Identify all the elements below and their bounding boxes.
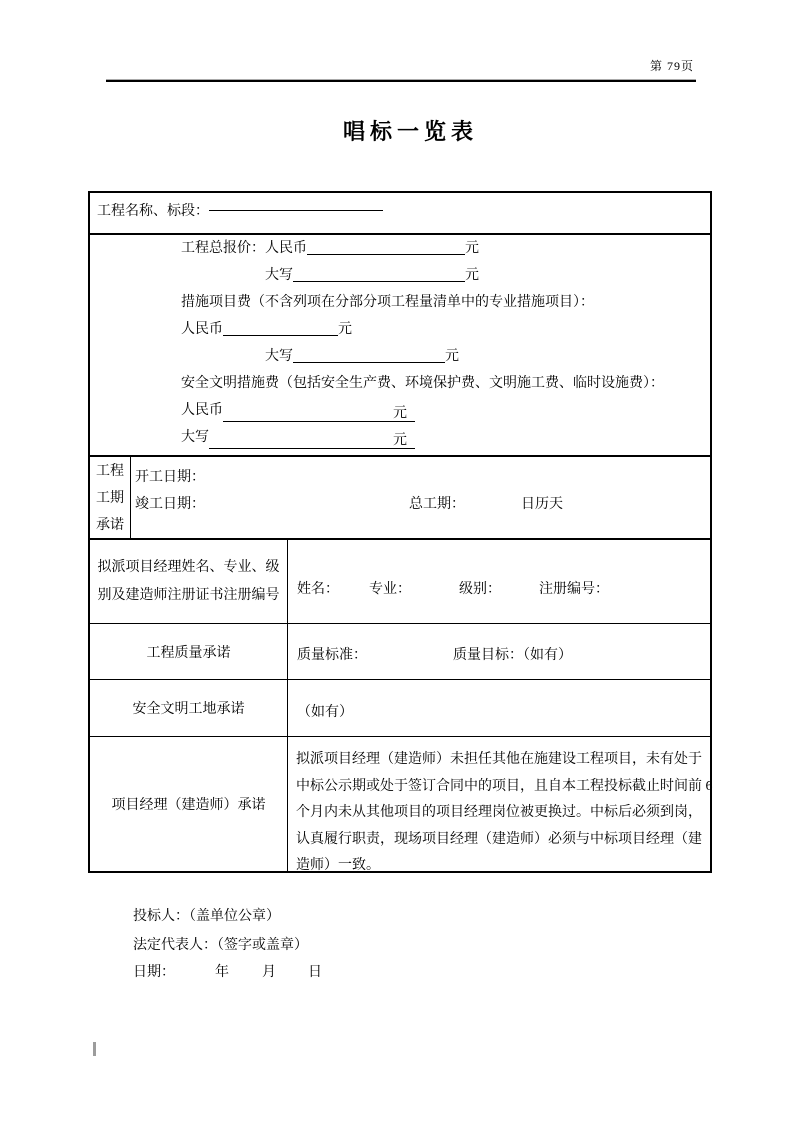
- duration-header-line: 工程: [96, 464, 124, 479]
- month-label: 月: [262, 965, 276, 980]
- page-number: 第 79页: [650, 59, 695, 73]
- project-name-label: 工程名称、标段：: [97, 204, 209, 219]
- duration-header-line: 承诺: [96, 518, 124, 533]
- header-rule: [106, 79, 696, 82]
- year-label: 年: [215, 965, 229, 980]
- promise-line: 拟派项目经理（建造师）未担任其他在施建设工程项目，未有处于: [296, 752, 702, 767]
- legal-representative-line: 法定代表人：（签字或盖章）: [133, 938, 308, 953]
- yuan-label: 元: [445, 349, 459, 364]
- total-price-line: [181, 235, 710, 262]
- calendar-days-label: 日历天: [521, 497, 563, 512]
- manager-level-label: 级别：: [459, 582, 501, 597]
- project-name-blank[interactable]: [209, 193, 383, 211]
- measures-fee-figure-blank[interactable]: [223, 318, 338, 336]
- quality-content-cell: [288, 624, 710, 679]
- safety-fee-label: 安全文明措施费（包括安全生产费、环境保护费、文明施工费、临时设施费）：: [181, 376, 664, 391]
- manager-name-label: 姓名：: [297, 582, 339, 597]
- total-price-words-line: [265, 262, 710, 289]
- text-cursor[interactable]: [93, 1042, 96, 1056]
- quality-header: 工程质量承诺: [146, 645, 231, 661]
- measures-fee-words-blank[interactable]: [293, 345, 445, 363]
- quality-standard-label: 质量标准：: [297, 648, 367, 663]
- project-name-row: [90, 193, 710, 235]
- manager-major-label: 专业：: [369, 582, 411, 597]
- day-label: 日: [308, 965, 322, 980]
- quality-header-cell: [90, 624, 288, 679]
- rmb-label: 人民币: [181, 322, 223, 337]
- words-label: 大写: [265, 268, 293, 283]
- measures-fee-heading: [181, 289, 710, 316]
- manager-promise-text: [288, 737, 721, 880]
- site-safety-header: 安全文明工地承诺: [132, 702, 245, 717]
- manager-promise-header-cell: [90, 737, 288, 871]
- quality-row: [90, 624, 710, 680]
- safety-fee-words-blank[interactable]: [209, 432, 415, 449]
- measures-fee-figure-line: [181, 316, 710, 343]
- bidder-signature-line: 投标人：（盖单位公章）: [133, 909, 280, 924]
- start-date-label: 开工日期：: [135, 470, 205, 485]
- words-label: 大写: [265, 349, 293, 364]
- duration-header-cell: [90, 457, 131, 538]
- promise-line: 认真履行职责，现场项目经理（建造师）必须与中标项目经理（建: [296, 831, 702, 847]
- total-price-label: 工程总报价：人民币: [181, 241, 307, 256]
- total-price-figure-blank[interactable]: [307, 237, 465, 255]
- manager-promise-row: [90, 737, 713, 873]
- price-section: [90, 235, 710, 457]
- promise-line: 个月内未从其他项目的项目经理岗位被更换过。中标后必须到岗，: [296, 805, 702, 820]
- words-label: 大写: [181, 430, 209, 445]
- manager-header-cell: [90, 540, 288, 623]
- safety-fee-figure-line: [181, 397, 710, 424]
- manager-promise-header: 项目经理（建造师）承诺: [111, 798, 266, 813]
- quality-target-label: 质量目标：（如有）: [453, 648, 572, 663]
- site-safety-content: （如有）: [297, 705, 353, 720]
- date-line: [133, 961, 383, 979]
- duration-content-cell: [131, 457, 710, 538]
- date-label: 日期：: [133, 965, 175, 980]
- yuan-label: 元: [465, 268, 479, 283]
- manager-content-cell: [288, 540, 710, 623]
- finish-date-label: 竣工日期：: [135, 497, 205, 512]
- yuan-label: 元: [393, 406, 407, 421]
- bid-form-table: [88, 191, 712, 873]
- yuan-label: 元: [393, 433, 407, 448]
- measures-fee-words-line: [265, 343, 710, 370]
- promise-line: 造师）一致。: [296, 858, 380, 873]
- rmb-label: 人民币: [181, 403, 223, 418]
- total-duration-label: 总工期：: [409, 497, 465, 512]
- site-safety-header-cell: [90, 680, 288, 736]
- site-safety-row: [90, 680, 710, 737]
- safety-fee-words-line: [181, 424, 710, 451]
- manager-header-line2: 别及建造师注册证书注册编号: [97, 587, 280, 603]
- site-safety-content-cell: [288, 680, 710, 736]
- manager-header-line1: 拟派项目经理姓名、专业、级: [97, 559, 280, 575]
- promise-line: 中标公示期或处于签订合同中的项目，且自本工程投标截止时间前 6: [296, 778, 713, 794]
- manager-row: [90, 540, 710, 624]
- safety-fee-heading: [181, 370, 710, 397]
- duration-row: [90, 457, 710, 540]
- page-title: 唱标一览表: [343, 119, 479, 144]
- yuan-label: 元: [465, 241, 479, 256]
- yuan-label: 元: [338, 322, 352, 337]
- manager-promise-content-cell: [288, 737, 721, 871]
- safety-fee-figure-blank[interactable]: [223, 405, 415, 422]
- manager-reg-label: 注册编号：: [539, 582, 609, 597]
- duration-header-line: 工期: [96, 491, 124, 506]
- measures-fee-label: 措施项目费（不含列项在分部分项工程量清单中的专业措施项目）：: [181, 295, 594, 310]
- total-price-words-blank[interactable]: [293, 264, 465, 282]
